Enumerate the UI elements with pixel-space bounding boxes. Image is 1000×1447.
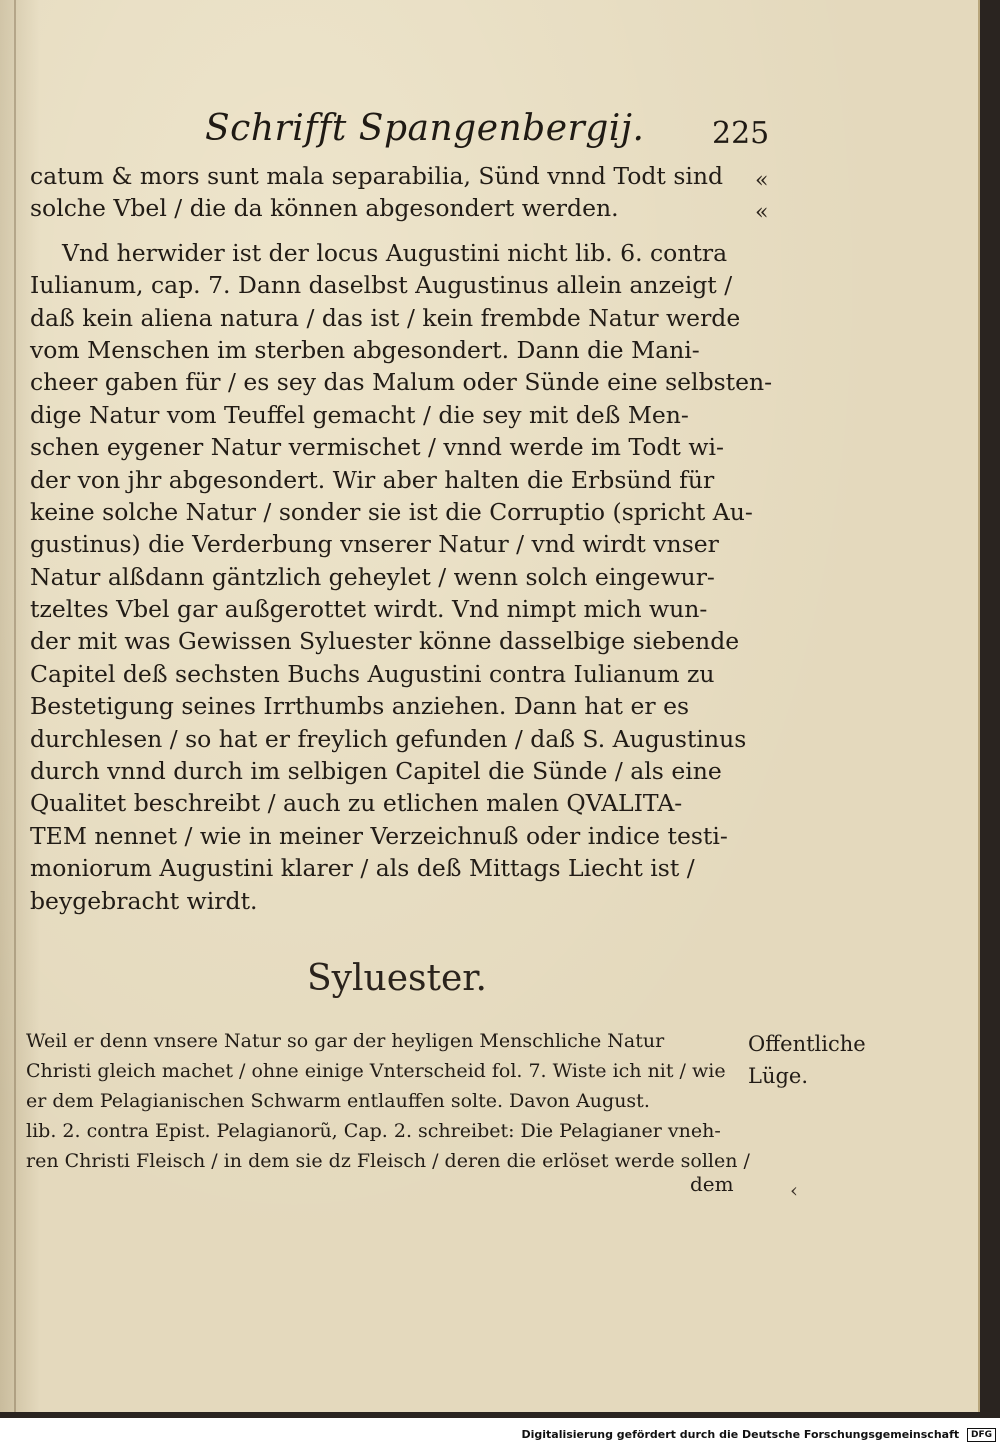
text-line: Natur alßdann gäntzlich geheylet / wenn solch eingewur- <box>30 562 715 591</box>
text-line: cheer gaben für / es sey das Malum oder Sünde eine selbsten- <box>30 368 773 397</box>
catchword: dem <box>690 1172 734 1196</box>
text-line: Capitel deß sechsten Buchs Augustini contra Iulianum zu <box>30 659 715 688</box>
text-line: daß kein aliena natura / das ist / kein frembde Natur werde <box>30 303 741 332</box>
text-line: keine solche Natur / sonder sie ist die Corruptio (spricht Au- <box>30 497 753 526</box>
page-number: 225 <box>712 116 770 151</box>
section-heading: Syluester. <box>307 958 487 999</box>
text-line: durch vnnd durch im selbigen Capitel die Sünde / als eine <box>30 757 722 786</box>
ink-blemish: ‹ <box>790 1178 798 1202</box>
text-line: vom Menschen im sterben abgesondert. Dann die Mani- <box>30 335 700 364</box>
margin-note-line: Offentliche <box>748 1032 866 1056</box>
text-line: der mit was Gewissen Syluester könne dasselbige siebende <box>30 627 740 656</box>
main-text-block <box>30 160 775 917</box>
text-line: Iulianum, cap. 7. Dann daselbst Augustinus allein anzeigt / <box>30 271 733 300</box>
small-text-block <box>26 1026 751 1176</box>
text-line: Weil er denn vnsere Natur so gar der heyligen Menschliche Natur <box>26 1030 665 1052</box>
text-line: beygebracht wirdt. <box>30 886 258 915</box>
text-line: durchlesen / so hat er freylich gefunden / daß S. Augustinus <box>30 724 747 753</box>
text-line: gustinus) die Verderbung vnserer Natur / vnd wirdt vnser <box>30 530 719 559</box>
running-title: Schrifft Spangenbergij. <box>205 108 645 149</box>
dfg-logo: DFG <box>967 1428 996 1442</box>
text-line: lib. 2. contra Epist. Pelagianorũ, Cap. 2. schreibet: Die Pelagianer vneh- <box>26 1120 721 1142</box>
text-line: Bestetigung seines Irrthumbs anziehen. Dann hat er es <box>30 692 690 721</box>
quote-mark: « <box>755 168 769 193</box>
text-line: Qualitet beschreibt / auch zu etlichen malen QVALITA- <box>30 789 683 818</box>
text-line: der von jhr abgesondert. Wir aber halten die Erbsünd für <box>30 465 715 494</box>
text-line: er dem Pelagianischen Schwarm entlauffen solte. Davon August. <box>26 1090 650 1112</box>
quote-mark: « <box>755 200 769 225</box>
text-line: tzeltes Vbel gar außgerottet wirdt. Vnd nimpt mich wun- <box>30 595 708 624</box>
page-fold-shadow <box>14 0 16 1412</box>
margin-note <box>748 1028 888 1092</box>
text-line: schen eygener Natur vermischet / vnnd werde im Todt wi- <box>30 433 724 462</box>
text-line: ren Christi Fleisch / in dem sie dz Fleisch / deren die erlöset werde sollen / <box>26 1150 750 1172</box>
credit-text: Digitalisierung gefördert durch die Deutsche Forschungsgemeinschaft <box>521 1428 960 1441</box>
text-line: Christi gleich machet / ohne einige Vnterscheid fol. 7. Wiste ich nit / wie <box>26 1060 726 1082</box>
margin-note-line: Lüge. <box>748 1064 809 1088</box>
page-header <box>0 108 978 158</box>
text-line: catum & mors sunt mala separabilia, Sünd vnnd Todt sind <box>30 162 724 190</box>
text-line: dige Natur vom Teuffel gemacht / die sey mit deß Men- <box>30 400 689 429</box>
text-line: moniorum Augustini klarer / als deß Mittags Liecht ist / <box>30 854 695 883</box>
digitization-credit <box>521 1428 996 1442</box>
text-line: Vnd herwider ist der locus Augustini nicht lib. 6. contra <box>62 238 728 267</box>
text-line: solche Vbel / die da können abgesondert werden. <box>30 194 619 223</box>
text-line: TEM nennet / wie in meiner Verzeichnuß oder indice testi- <box>30 821 728 850</box>
